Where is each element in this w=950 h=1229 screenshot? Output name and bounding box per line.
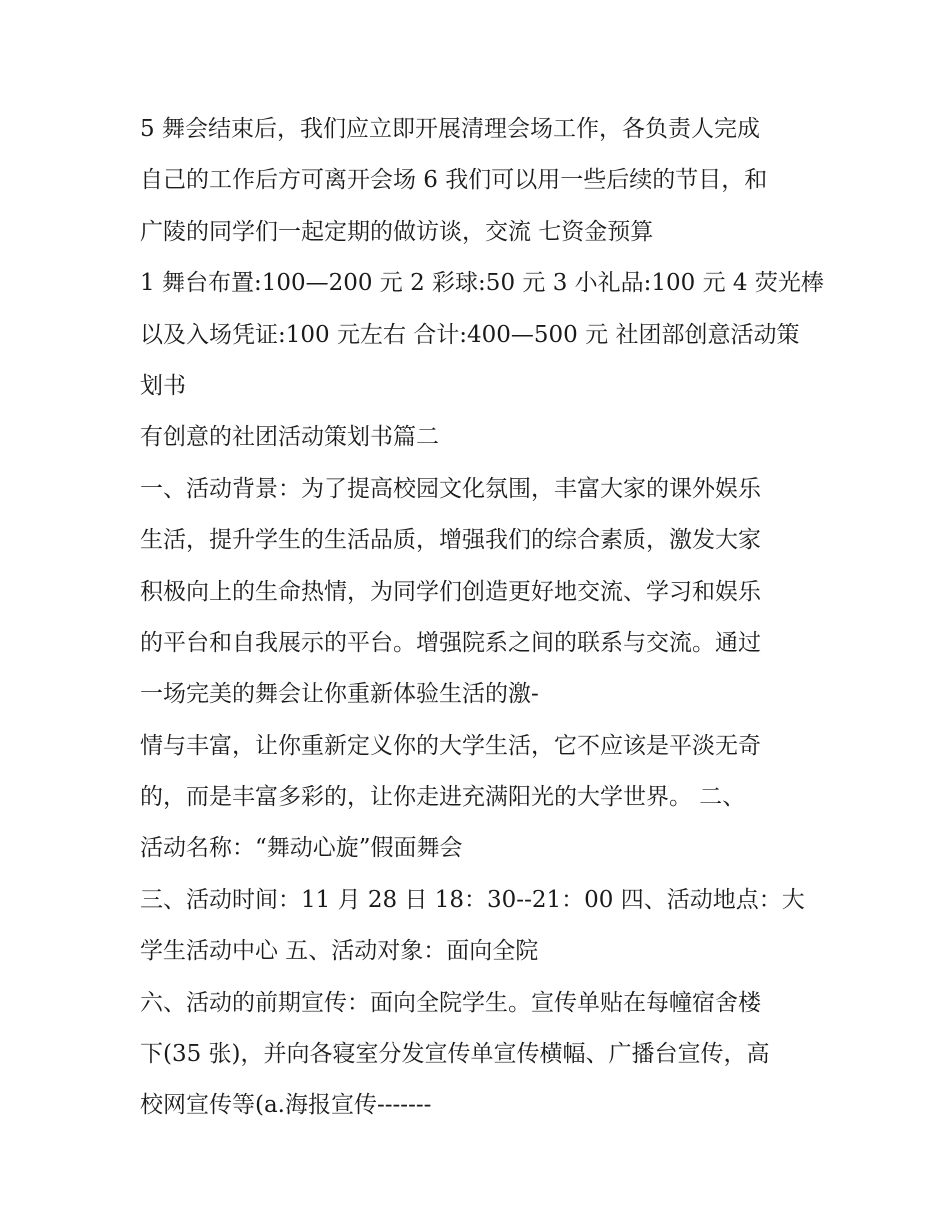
text-line: 学生活动中心 五、活动对象：面向全院	[140, 938, 539, 965]
text-line: 活动名称：“舞动心旋”假面舞会	[140, 835, 463, 862]
text-line: 六、活动的前期宣传：面向全院学生。宣传单贴在每幢宿舍楼	[140, 989, 761, 1016]
text-line: 的平台和自我展示的平台。增强院系之间的联系与交流。通过	[140, 629, 761, 656]
text-line: 生活，提升学生的生活品质，增强我们的综合素质，激发大家	[140, 527, 761, 554]
text-line: 1 舞台布置:100—200 元 2 彩球:50 元 3 小礼品:100 元 4 荧光棒	[140, 270, 824, 297]
text-line: 情与丰富，让你重新定义你的大学生活，它不应该是平淡无奇	[140, 732, 761, 759]
text-line: 一场完美的舞会让你重新体验生活的激-	[140, 681, 539, 708]
text-line: 5 舞会结束后，我们应立即开展清理会场工作，各负责人完成	[140, 116, 760, 142]
text-line: 自己的工作后方可离开会场 6 我们可以用一些后续的节目，和	[140, 167, 768, 194]
text-line: 以及入场凭证:100 元左右 合计:400—500 元 社团部创意活动策	[140, 321, 800, 348]
text-line: 一、活动背景：为了提高校园文化氛围，丰富大家的课外娱乐	[140, 475, 761, 502]
text-line: 三、活动时间：11 月 28 日 18：30--21：00 四、活动地点：大	[140, 886, 805, 913]
text-line: 广陵的同学们一起定期的做访谈，交流 七资金预算	[140, 218, 654, 245]
text-line: 校网宣传等(a.海报宣传-------	[140, 1092, 432, 1119]
text-line: 积极向上的生命热情，为同学们创造更好地交流、学习和娱乐	[140, 578, 761, 605]
text-line: 下(35 张)，并向各寝室分发宣传单宣传横幅、广播台宣传，高	[140, 1041, 770, 1068]
document-body	[140, 104, 830, 1132]
text-line: 划书	[140, 372, 186, 399]
text-line: 的，而是丰富多彩的，让你走进充满阳光的大学世界。 二、	[140, 784, 746, 811]
section-heading: 有创意的社团活动策划书篇二	[140, 424, 439, 451]
